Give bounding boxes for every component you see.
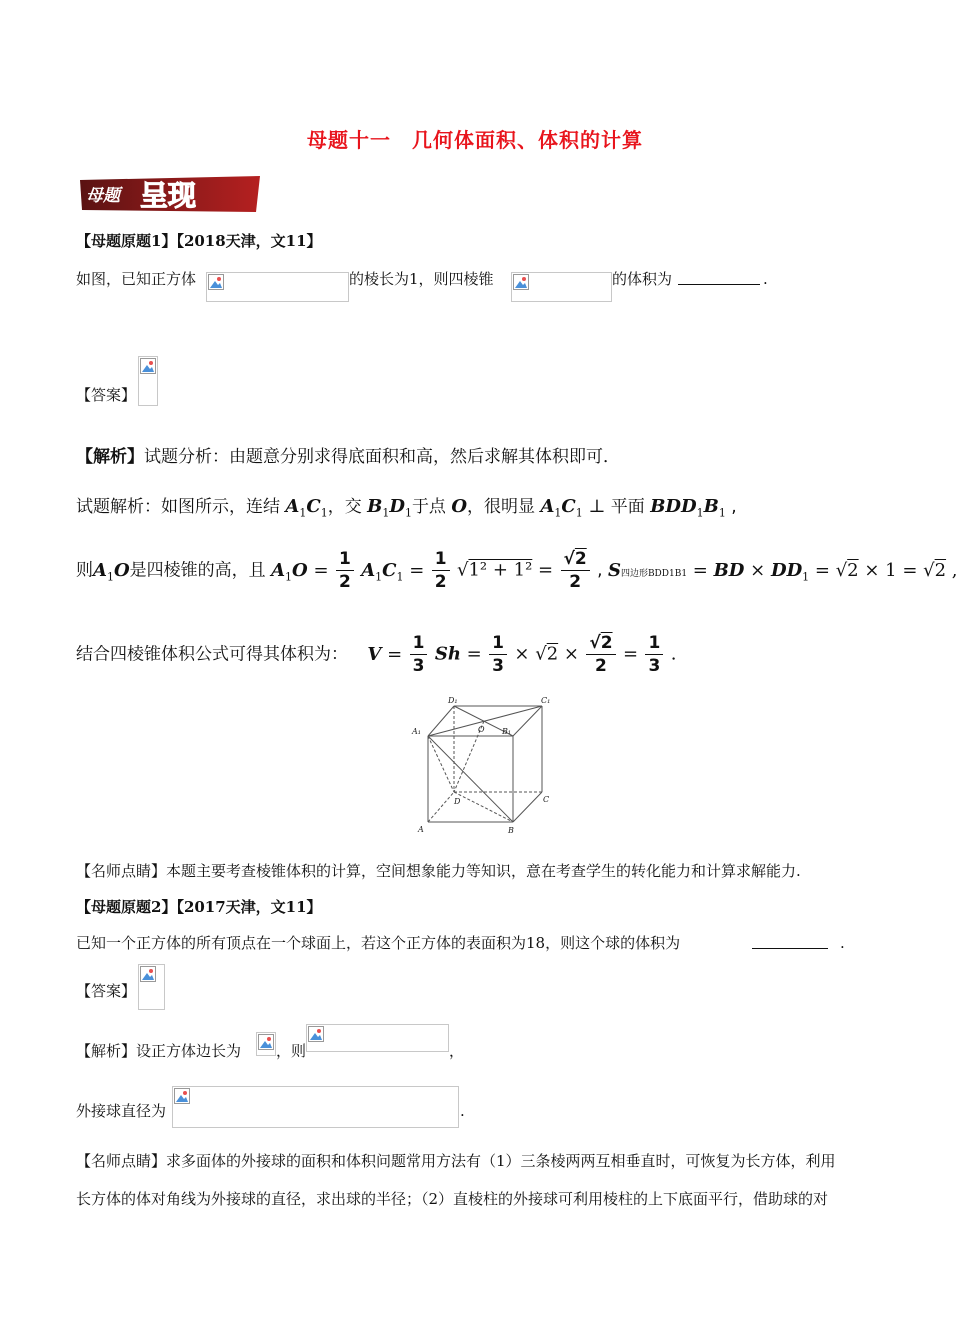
cube-figure <box>408 694 558 836</box>
q2-analysis-b: ，则 <box>276 1042 307 1060</box>
label-A: A <box>418 825 424 834</box>
broken-image-icon <box>306 1024 449 1052</box>
q1-stem-c: 的体积为 <box>612 270 673 288</box>
q2-comment-line2: 长方体的体对角线为外接球的直径，求出球的半径；（2）直棱柱的外接球可利用棱柱的上下底面平行，借助球的对 <box>76 1190 829 1208</box>
q2-diameter-label: 外接球直径为 <box>76 1102 167 1120</box>
answer-blank <box>678 268 760 285</box>
q1-analysis-line2: 试题解析：如图所示，连结 $A_1C_1$，交 $B_1D_1$于点 O，很明显 $A_1C_1$ ⊥ 平面 $BDD_1B_1$ , <box>76 496 737 520</box>
banner-main: 呈现 <box>140 179 197 212</box>
q2-analysis-c: ， <box>449 1042 465 1060</box>
q1-stem-end: . <box>763 270 768 288</box>
q1-answer-label: 【答案】 <box>76 386 137 404</box>
broken-image-icon <box>511 272 612 302</box>
q1-header: 【母题原题1】【2018天津，文11】 <box>76 232 322 250</box>
page-title: 母题十一 几何体面积、体积的计算 <box>307 128 643 152</box>
q1-analysis-line4: 结合四棱锥体积公式可得其体积为： V = $\frac{1}{3}$ Sh = $\frac{1}{3}$ × √2 × $\frac{√2}{2}$ = $\frac{1}{3}$ . <box>76 633 677 676</box>
q2-analysis-a: 【解析】设正方体边长为 <box>76 1042 242 1060</box>
label-B: B <box>508 826 514 835</box>
q1-stem-a: 如图，已知正方体 <box>76 270 197 288</box>
label-A1: A₁ <box>412 727 421 736</box>
label-B1: B₁ <box>502 727 512 736</box>
q2-comment-line1: 【名师点睛】求多面体的外接球的面积和体积问题常用方法有（1）三条棱两两互相垂直时，可恢复为长方体，利用 <box>76 1152 836 1170</box>
label-C1: C₁ <box>541 696 551 705</box>
label-D: D <box>454 797 461 806</box>
q1-comment: 【名师点睛】本题主要考查棱锥体积的计算，空间想象能力等知识，意在考查学生的转化能力和计算求解能力. <box>76 862 801 880</box>
label-C: C <box>543 795 550 804</box>
q1-stem-b: 的棱长为1，则四棱锥 <box>349 270 494 288</box>
q2-stem-end: . <box>840 934 845 952</box>
q1-analysis-line3: 则$A_1O$是四棱锥的高，且 $A_1O$ = $\frac{1}{2}$ $A_1C_1$ = $\frac{1}{2}$ √1² + 1² = $\frac{√2}{2}$ , S四边形BDD1B1 = BD × $DD_1 = √2 \times 1 = √2$ , <box>76 549 958 592</box>
answer-blank <box>752 932 828 949</box>
broken-image-icon <box>138 356 158 406</box>
broken-image-icon <box>256 1032 276 1056</box>
q2-answer-label: 【答案】 <box>76 982 137 1000</box>
broken-image-icon <box>172 1086 459 1128</box>
label-O: O <box>478 725 485 734</box>
broken-image-icon <box>138 964 165 1010</box>
broken-image-icon <box>206 272 349 302</box>
q1-analysis-line1: 试题分析：由题意分别求得底面积和高，然后求解其体积即可． <box>144 447 620 467</box>
label-D1: D₁ <box>448 696 458 705</box>
q2-stem: 已知一个正方体的所有顶点在一个球面上，若这个正方体的表面积为18，则这个球的体积为 <box>76 934 681 952</box>
section-banner <box>80 176 260 212</box>
q2-diameter-end: . <box>460 1102 465 1120</box>
banner-prefix: 母题 <box>86 186 120 206</box>
q2-header: 【母题原题2】【2017天津，文11】 <box>76 898 322 916</box>
q1-analysis-label: 【解析】 <box>76 447 144 467</box>
